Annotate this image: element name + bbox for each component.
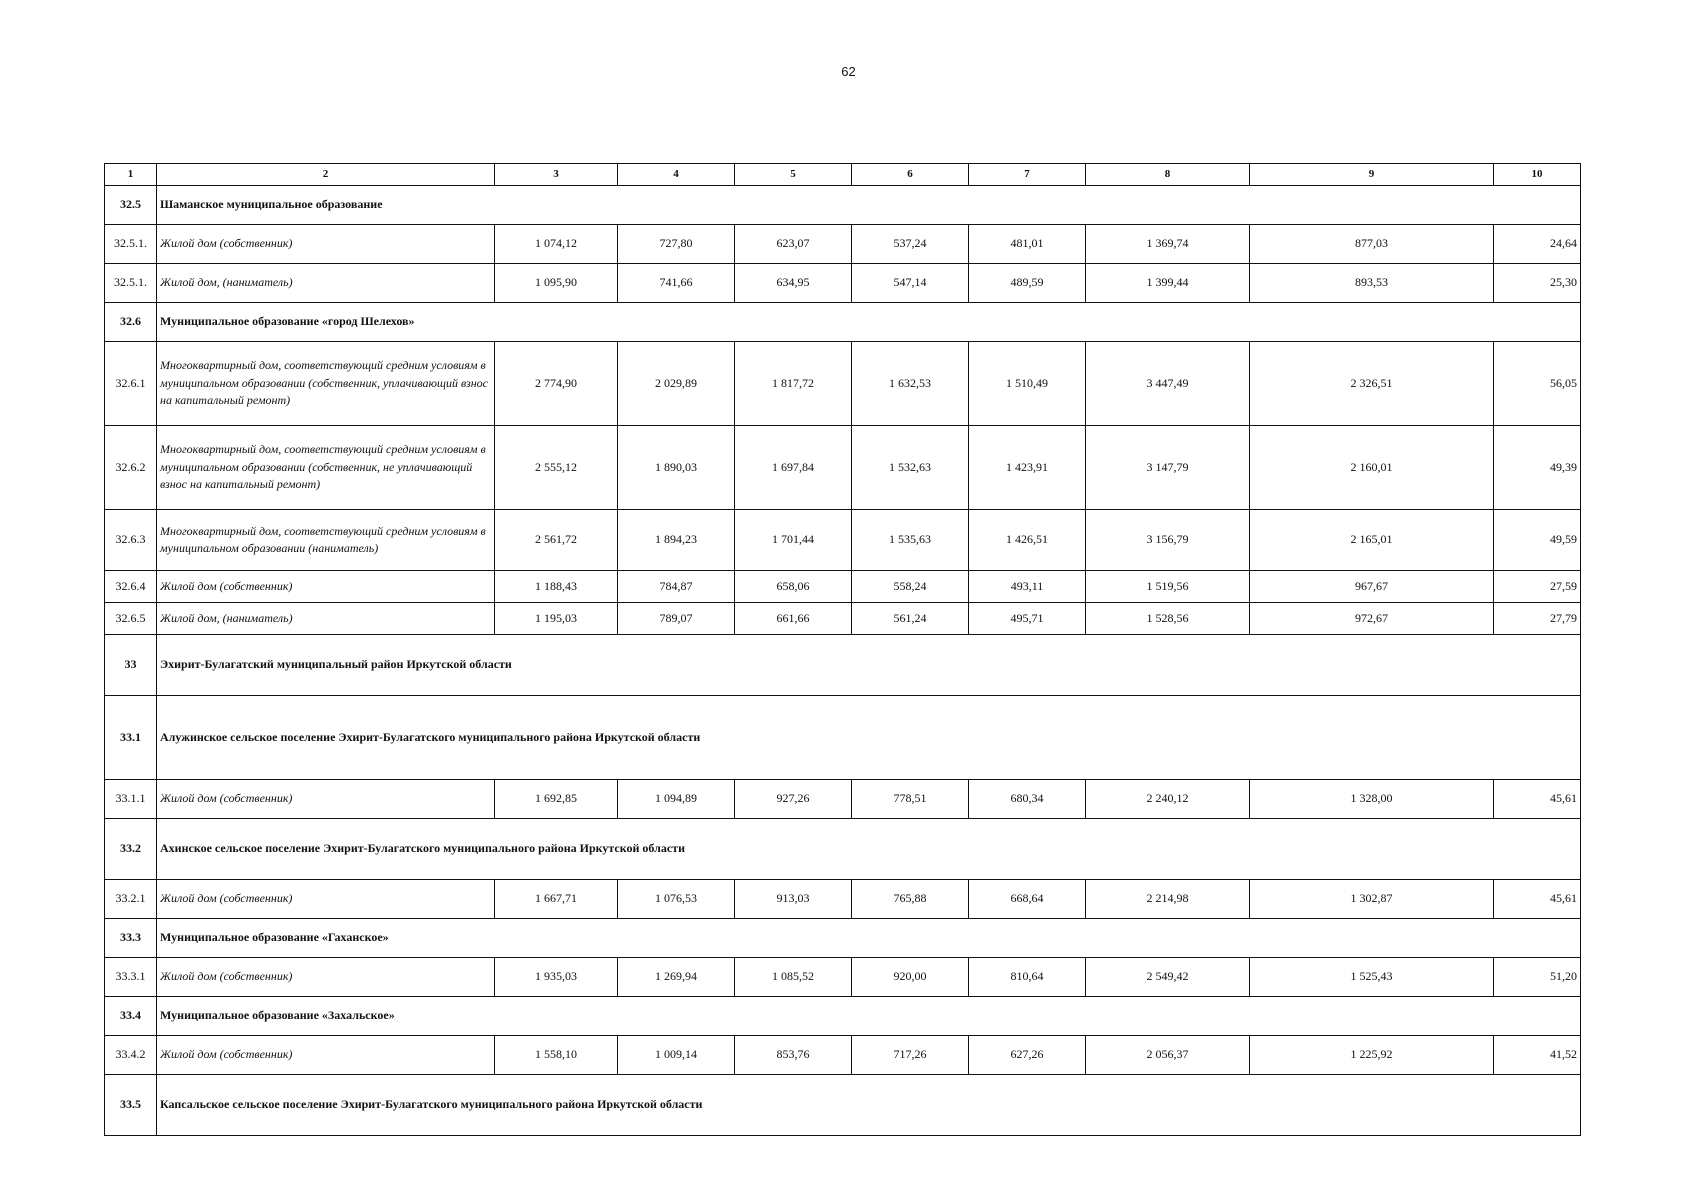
value-cell: 1 667,71 [495, 880, 618, 919]
section-row [105, 186, 1581, 225]
table-row [105, 571, 1581, 603]
header-cell: 4 [618, 164, 735, 186]
section-title: Шаманское муниципальное образование [157, 186, 1581, 225]
table-row [105, 225, 1581, 264]
row-code: 33.2.1 [105, 880, 157, 919]
section-title: Алужинское сельское поселение Эхирит-Булагатского муниципального района Иркутской области [157, 696, 1581, 780]
value-cell: 481,01 [969, 225, 1086, 264]
header-cell: 9 [1250, 164, 1494, 186]
row-name: Жилой дом (собственник) [157, 1036, 495, 1075]
table-row [105, 426, 1581, 510]
section-row [105, 696, 1581, 780]
row-name: Жилой дом, (наниматель) [157, 264, 495, 303]
value-cell: 1 692,85 [495, 780, 618, 819]
value-cell: 2 555,12 [495, 426, 618, 510]
value-cell: 561,24 [852, 603, 969, 635]
value-cell: 893,53 [1250, 264, 1494, 303]
value-cell: 3 147,79 [1086, 426, 1250, 510]
value-cell: 1 528,56 [1086, 603, 1250, 635]
row-code: 33.4 [105, 997, 157, 1036]
header-row [105, 164, 1581, 186]
section-title: Капсальское сельское поселение Эхирит-Булагатского муниципального района Иркутской области [157, 1075, 1581, 1136]
value-cell: 623,07 [735, 225, 852, 264]
value-cell: 493,11 [969, 571, 1086, 603]
value-cell: 727,80 [618, 225, 735, 264]
header-cell: 3 [495, 164, 618, 186]
row-code: 33.4.2 [105, 1036, 157, 1075]
value-cell: 717,26 [852, 1036, 969, 1075]
table-row [105, 1036, 1581, 1075]
row-code: 33.3 [105, 919, 157, 958]
tariff-table [104, 163, 1581, 1136]
table-row [105, 264, 1581, 303]
row-code: 32.6.4 [105, 571, 157, 603]
section-title: Эхирит-Булагатский муниципальный район Иркутской области [157, 635, 1581, 696]
value-cell: 741,66 [618, 264, 735, 303]
row-code: 33.3.1 [105, 958, 157, 997]
value-cell: 2 214,98 [1086, 880, 1250, 919]
value-cell: 1 225,92 [1250, 1036, 1494, 1075]
value-cell: 810,64 [969, 958, 1086, 997]
value-cell: 1 074,12 [495, 225, 618, 264]
value-cell: 2 160,01 [1250, 426, 1494, 510]
value-cell: 56,05 [1494, 342, 1581, 426]
section-row [105, 819, 1581, 880]
value-cell: 1 535,63 [852, 510, 969, 571]
value-cell: 1 519,56 [1086, 571, 1250, 603]
value-cell: 1 399,44 [1086, 264, 1250, 303]
value-cell: 2 056,37 [1086, 1036, 1250, 1075]
value-cell: 2 774,90 [495, 342, 618, 426]
row-code: 32.6.1 [105, 342, 157, 426]
section-title: Муниципальное образование «Гаханское» [157, 919, 1581, 958]
value-cell: 2 240,12 [1086, 780, 1250, 819]
row-name: Жилой дом (собственник) [157, 571, 495, 603]
value-cell: 2 549,42 [1086, 958, 1250, 997]
value-cell: 1 697,84 [735, 426, 852, 510]
row-name: Многоквартирный дом, соответствующий средним условиям в муниципальном образовании (собственник, не уплачивающий взнос на капитальный ремонт) [157, 426, 495, 510]
value-cell: 2 029,89 [618, 342, 735, 426]
section-title: Муниципальное образование «Захальское» [157, 997, 1581, 1036]
section-title: Ахинское сельское поселение Эхирит-Булагатского муниципального района Иркутской области [157, 819, 1581, 880]
value-cell: 1 817,72 [735, 342, 852, 426]
value-cell: 920,00 [852, 958, 969, 997]
value-cell: 1 935,03 [495, 958, 618, 997]
value-cell: 967,67 [1250, 571, 1494, 603]
value-cell: 27,59 [1494, 571, 1581, 603]
row-code: 33 [105, 635, 157, 696]
value-cell: 972,67 [1250, 603, 1494, 635]
row-name: Многоквартирный дом, соответствующий средним условиям в муниципальном образовании (собственник, уплачивающий взнос на капитальный ремонт) [157, 342, 495, 426]
value-cell: 1 085,52 [735, 958, 852, 997]
value-cell: 51,20 [1494, 958, 1581, 997]
value-cell: 1 269,94 [618, 958, 735, 997]
table-row [105, 958, 1581, 997]
row-code: 33.5 [105, 1075, 157, 1136]
row-name: Жилой дом (собственник) [157, 225, 495, 264]
row-code: 33.1.1 [105, 780, 157, 819]
value-cell: 1 701,44 [735, 510, 852, 571]
table-row [105, 342, 1581, 426]
value-cell: 2 326,51 [1250, 342, 1494, 426]
row-code: 32.5 [105, 186, 157, 225]
value-cell: 1 558,10 [495, 1036, 618, 1075]
section-row [105, 303, 1581, 342]
value-cell: 1 009,14 [618, 1036, 735, 1075]
header-cell: 6 [852, 164, 969, 186]
header-cell: 5 [735, 164, 852, 186]
value-cell: 1 328,00 [1250, 780, 1494, 819]
header-cell: 1 [105, 164, 157, 186]
row-code: 32.6 [105, 303, 157, 342]
value-cell: 1 890,03 [618, 426, 735, 510]
row-name: Жилой дом, (наниматель) [157, 603, 495, 635]
row-name: Жилой дом (собственник) [157, 780, 495, 819]
value-cell: 1 369,74 [1086, 225, 1250, 264]
page-number: 62 [841, 64, 856, 79]
value-cell: 45,61 [1494, 880, 1581, 919]
row-code: 32.6.5 [105, 603, 157, 635]
value-cell: 489,59 [969, 264, 1086, 303]
section-row [105, 1075, 1581, 1136]
value-cell: 784,87 [618, 571, 735, 603]
value-cell: 1 188,43 [495, 571, 618, 603]
value-cell: 2 561,72 [495, 510, 618, 571]
table-row [105, 510, 1581, 571]
value-cell: 853,76 [735, 1036, 852, 1075]
value-cell: 1 894,23 [618, 510, 735, 571]
value-cell: 661,66 [735, 603, 852, 635]
value-cell: 789,07 [618, 603, 735, 635]
row-name: Многоквартирный дом, соответствующий средним условиям в муниципальном образовании (наниматель) [157, 510, 495, 571]
value-cell: 658,06 [735, 571, 852, 603]
value-cell: 3 156,79 [1086, 510, 1250, 571]
value-cell: 3 447,49 [1086, 342, 1250, 426]
row-name: Жилой дом (собственник) [157, 958, 495, 997]
value-cell: 634,95 [735, 264, 852, 303]
row-code: 32.5.1. [105, 264, 157, 303]
value-cell: 1 426,51 [969, 510, 1086, 571]
row-code: 33.2 [105, 819, 157, 880]
value-cell: 495,71 [969, 603, 1086, 635]
table-row [105, 880, 1581, 919]
value-cell: 41,52 [1494, 1036, 1581, 1075]
row-code: 33.1 [105, 696, 157, 780]
value-cell: 877,03 [1250, 225, 1494, 264]
header-cell: 10 [1494, 164, 1581, 186]
value-cell: 778,51 [852, 780, 969, 819]
value-cell: 680,34 [969, 780, 1086, 819]
table-row [105, 780, 1581, 819]
section-row [105, 635, 1581, 696]
header-cell: 2 [157, 164, 495, 186]
value-cell: 547,14 [852, 264, 969, 303]
value-cell: 668,64 [969, 880, 1086, 919]
section-row [105, 919, 1581, 958]
value-cell: 1 076,53 [618, 880, 735, 919]
value-cell: 1 423,91 [969, 426, 1086, 510]
value-cell: 537,24 [852, 225, 969, 264]
value-cell: 1 094,89 [618, 780, 735, 819]
value-cell: 1 095,90 [495, 264, 618, 303]
value-cell: 1 525,43 [1250, 958, 1494, 997]
value-cell: 627,26 [969, 1036, 1086, 1075]
value-cell: 1 632,53 [852, 342, 969, 426]
row-code: 32.6.2 [105, 426, 157, 510]
value-cell: 558,24 [852, 571, 969, 603]
value-cell: 1 195,03 [495, 603, 618, 635]
value-cell: 1 510,49 [969, 342, 1086, 426]
value-cell: 49,39 [1494, 426, 1581, 510]
value-cell: 49,59 [1494, 510, 1581, 571]
header-cell: 8 [1086, 164, 1250, 186]
value-cell: 1 302,87 [1250, 880, 1494, 919]
value-cell: 1 532,63 [852, 426, 969, 510]
section-title: Муниципальное образование «город Шелехов» [157, 303, 1581, 342]
row-code: 32.6.3 [105, 510, 157, 571]
value-cell: 27,79 [1494, 603, 1581, 635]
value-cell: 927,26 [735, 780, 852, 819]
table-row [105, 603, 1581, 635]
row-name: Жилой дом (собственник) [157, 880, 495, 919]
value-cell: 765,88 [852, 880, 969, 919]
row-code: 32.5.1. [105, 225, 157, 264]
value-cell: 45,61 [1494, 780, 1581, 819]
value-cell: 2 165,01 [1250, 510, 1494, 571]
section-row [105, 997, 1581, 1036]
header-cell: 7 [969, 164, 1086, 186]
value-cell: 24,64 [1494, 225, 1581, 264]
value-cell: 913,03 [735, 880, 852, 919]
value-cell: 25,30 [1494, 264, 1581, 303]
